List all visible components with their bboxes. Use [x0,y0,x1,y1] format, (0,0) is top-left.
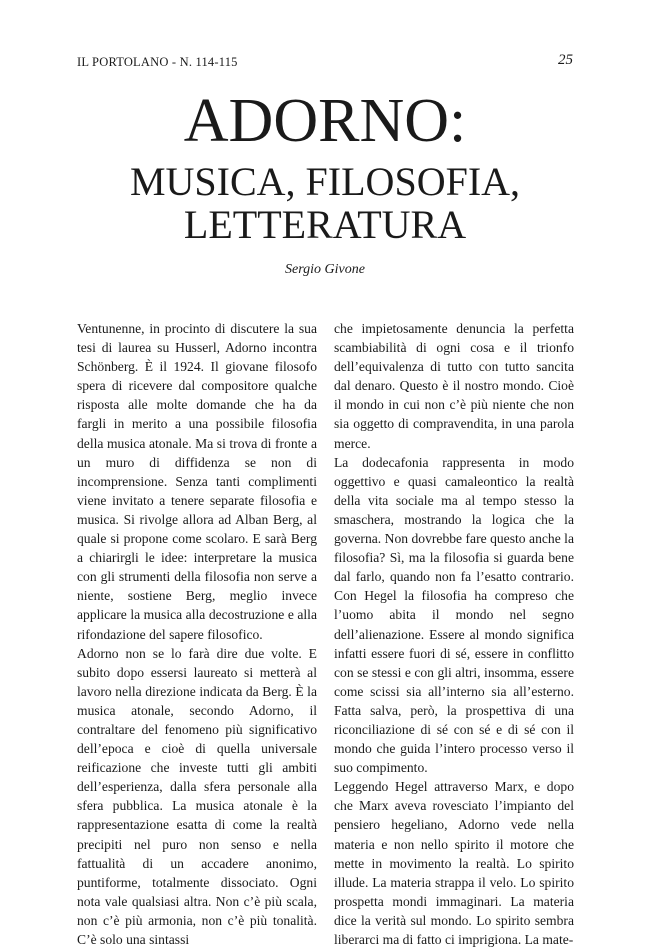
article-subtitle [0,160,650,246]
journal-header: IL PORTOLANO - N. 114-115 [77,55,238,69]
right-column [334,319,574,949]
page-number: 25 [558,52,573,68]
left-column [77,319,317,949]
subtitle-line-1: MUSICA, FILOSOFIA, [129,159,521,204]
paragraph: Ventunenne, in procinto di discutere la sua tesi di laurea su Husserl, Adorno incontra Schönberg. È il 1924. Il giovane filosofo spera di ricevere dal compositore qualche risposta alle molte domande che ha da fargli in merito a una possibile filosofia della musica atonale. Ma si trova di fronte a un muro di diffidenza se non di incomprensione. Senza tanti complimenti viene invitato a tenere separate filosofia e musica. Si rivolge allora ad Alban Berg, al quale si propone come scolaro. E sarà Berg a chiarirgli le idee: interpretare la musica con gli strumenti della filosofia non serve a niente, sostiene Berg, meglio invece applicare la musica alla decostruzione e alla rifondazione del sapere filosofico. [77,321,317,642]
author-name: Sergio Givone [285,262,365,277]
paragraph: Leggendo Hegel attraverso Marx, e dopo che Marx aveva rovesciato l’impianto del pensiero hegeliano, Adorno vede nella materia e non nello spirito il motore che mette in movimento la realtà. Lo spirito illude. La materia strappa il velo. Lo spirito prospetta mondi immaginari. La materia dice la verità sul mondo. Lo spirito sembra liberarci ma di fatto ci imprigiona. La mate- [334,779,574,947]
paragraph: La dodecafonia rappresenta in modo oggettivo e quasi camaleontico la realtà della vita sociale ma al tempo stesso la smaschera, mostrando la logica che la governa. Non dovrebbe fare questo anche la filosofia? Sì, ma la filosofia si guarda bene dal farlo, quando non fa l’esatto contrario. Con Hegel la filosofia ha compreso che l’uomo abita il mondo nel segno dell’alienazione. Essere al mondo significa infatti essere fuori di sé, essere in conflitto con se stessi e con gli altri, insomma, essere come scissi sia all’interno sia all’esterno. Fatta salva, però, la prospettiva di una riconciliazione di sé con sé e di sé con il mondo che guida l’intero processo verso il suo compimento. [334,454,574,776]
subtitle-line-2: LETTERATURA [183,202,467,247]
paragraph: Adorno non se lo farà dire due volte. E subito dopo essersi laureato si metterà al lavoro nella direzione indicata da Berg. È la musica atonale, secondo Adorno, il contraltare del fenomeno più significativo dell’epoca e cioè di quella universale reificazione che investe tutti gli ambiti dell’esperienza, dalla sfera personale alla sfera pubblica. La musica atonale è la rappresentazione esatta di come la realtà precipiti nel puro non senso e nella fattualità di un accadere anonimo, puntiforme, totalmente dissociato. Ogni nota vale qualsiasi altra. Non c’è più scala, non c’è più armonia, non c’è più tonalità. C’è solo una sintassi [77,645,317,947]
paragraph: che impietosamente denuncia la perfetta scambiabilità di ogni cosa e il trionfo dell’equivalenza di tutto con tutto sancita dal denaro. Questo è il nostro mondo. Cioè il mondo in cui non c’è più niente che non sia oggetto di compravendita, in una parola merce. [334,321,574,451]
article-title: ADORNO: [183,87,467,155]
